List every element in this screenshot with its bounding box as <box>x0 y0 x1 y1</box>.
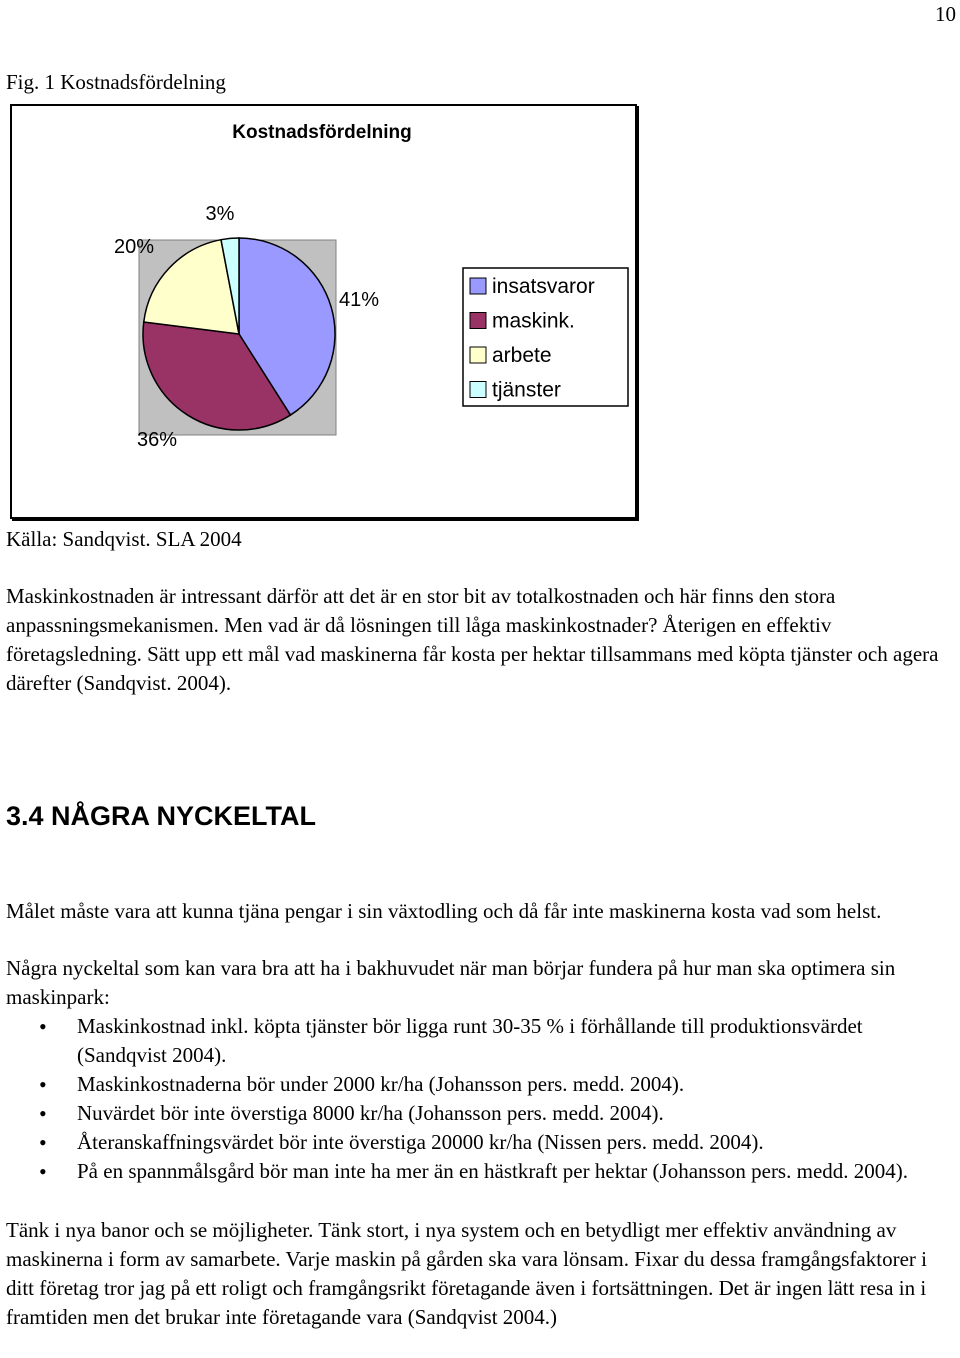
pie-chart-svg <box>12 106 635 517</box>
list-item: • Nuvärdet bör inte överstiga 8000 kr/ha (Johansson pers. medd. 2004). <box>6 1099 936 1128</box>
paragraph-3: Några nyckeltal som kan vara bra att ha i bakhuvudet när man börjar fundera på hur man ska optimera sin maskinpark: <box>6 956 896 1009</box>
paragraph-4: Tänk i nya banor och se möjligheter. Tänk stort, i nya system och en betydligt mer effektiv användning av maskinerna i form av samarbete. Varje maskin på gården ska vara lönsam. Fixar du dessa framgångsfaktorer i ditt företag tror jag på ett roligt och framgångsrikt företagande även i fortsättningen. Det är ingen lätt resa in i framtiden men det brukar inte företagande vara (Sandqvist 2004.) <box>6 1218 927 1329</box>
legend-swatch <box>470 347 486 363</box>
legend-swatch <box>470 278 486 294</box>
list-item: • Maskinkostnad inkl. köpta tjänster bör ligga runt 30-35 % i förhållande till produktionsvärdet (Sandqvist 2004). <box>6 1012 936 1070</box>
legend-label: tjänster <box>492 378 561 402</box>
legend-swatch <box>470 313 486 329</box>
section-heading: 3.4 NÅGRA NYCKELTAL <box>6 801 317 831</box>
list-item: • Återanskaffningsvärdet bör inte överstiga 20000 kr/ha (Nissen pers. medd. 2004). <box>6 1128 936 1157</box>
list-item: • Maskinkostnaderna bör under 2000 kr/ha (Johansson pers. medd. 2004). <box>6 1070 936 1099</box>
key-figures-list <box>6 1012 936 1186</box>
pie-data-label: 20% <box>113 236 155 258</box>
page-number: 10 <box>935 2 956 26</box>
legend-label: insatsvaror <box>492 275 595 298</box>
figure-caption: Fig. 1 Kostnadsfördelning <box>6 70 226 94</box>
chart-title: Kostnadsfördelning <box>232 122 412 143</box>
chart-legend <box>463 268 628 406</box>
pie-data-label: 36% <box>136 429 178 451</box>
legend-label: arbete <box>492 344 552 367</box>
legend-swatch <box>470 382 486 398</box>
chart-source: Källa: Sandqvist. SLA 2004 <box>6 527 242 551</box>
legend-label: maskink. <box>492 309 575 333</box>
paragraph-2: Målet måste vara att kunna tjäna pengar i sin växtodling och då får inte maskinerna kosta vad som helst. <box>6 899 882 923</box>
pie-chart <box>10 104 637 519</box>
pie-data-label: 3% <box>205 203 235 225</box>
pie-data-label: 41% <box>338 289 380 311</box>
pie-slices <box>143 238 335 430</box>
list-item: • På en spannmålsgård bör man inte ha mer än en hästkraft per hektar (Johansson pers. medd. 2004). <box>6 1157 936 1186</box>
paragraph-1: Maskinkostnaden är intressant därför att det är en stor bit av totalkostnaden och här finns den stora anpassningsmekanismen. Men vad är då lösningen till låga maskinkostnader? Återigen en effektiv företagsledning. Sätt upp ett mål vad maskinerna får kosta per hektar tillsammans med köpta tjänster och agera därefter (Sandqvist. 2004). <box>6 584 939 695</box>
